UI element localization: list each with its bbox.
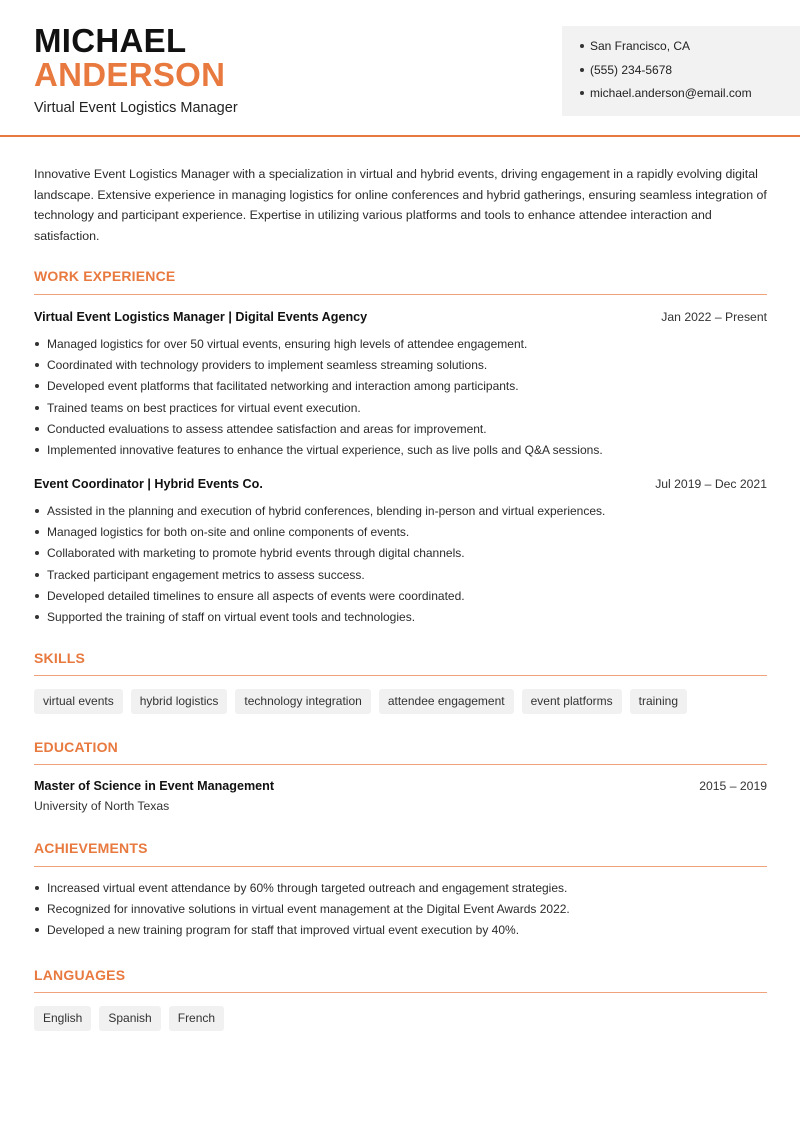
last-name: ANDERSON — [34, 56, 226, 93]
language-tags — [34, 1006, 224, 1031]
list-item: Collaborated with marketing to promote hybrid events through digital channels. — [34, 545, 774, 566]
list-item: Recognized for innovative solutions in virtual event management at the Digital Event Awards 2022. — [34, 901, 774, 922]
contact-email: michael.anderson@email.com — [580, 85, 800, 109]
language-tag: English — [34, 1006, 91, 1031]
section-title-achievements: ACHIEVEMENTS — [34, 840, 148, 856]
job-bullets — [34, 503, 774, 630]
job-title: Virtual Event Logistics Manager — [34, 100, 238, 116]
section-divider — [34, 992, 767, 993]
achievement-bullets — [34, 880, 774, 944]
list-item: Conducted evaluations to assess attendee satisfaction and areas for improvement. — [34, 421, 774, 442]
list-item: Managed logistics for both on-site and online components of events. — [34, 524, 774, 545]
job-dates: Jan 2022 – Present — [661, 310, 767, 324]
list-item: Increased virtual event attendance by 60% through targeted outreach and engagement strategies. — [34, 880, 774, 901]
skill-tag: hybrid logistics — [131, 689, 228, 714]
list-item: Supported the training of staff on virtual event tools and technologies. — [34, 609, 774, 630]
resume-header — [0, 0, 800, 137]
skill-tag: event platforms — [522, 689, 622, 714]
education-degree: Master of Science in Event Management — [34, 779, 275, 793]
contact-location: San Francisco, CA — [580, 38, 800, 62]
section-title-languages: LANGUAGES — [34, 967, 126, 983]
section-divider — [34, 866, 767, 867]
list-item: Trained teams on best practices for virtual event execution. — [34, 400, 774, 421]
skill-tag: attendee engagement — [379, 689, 514, 714]
list-item: Developed a new training program for staff that improved virtual event execution by 40%. — [34, 922, 774, 943]
section-title-skills: SKILLS — [34, 650, 85, 666]
list-item: Implemented innovative features to enhance the virtual experience, such as live polls and Q&A sessions. — [34, 442, 774, 463]
contact-phone: (555) 234-5678 — [580, 62, 800, 86]
section-divider — [34, 764, 767, 765]
list-item: Managed logistics for over 50 virtual events, ensuring high levels of attendee engagement. — [34, 336, 774, 357]
list-item: Developed event platforms that facilitated networking and interaction among participants. — [34, 378, 774, 399]
skill-tag: technology integration — [235, 689, 370, 714]
contact-list — [580, 38, 800, 109]
education-school: University of North Texas — [34, 799, 170, 813]
job-heading: Event Coordinator | Hybrid Events Co. — [34, 477, 263, 491]
contact-box — [562, 26, 800, 116]
section-title-education: EDUCATION — [34, 739, 118, 755]
job-dates: Jul 2019 – Dec 2021 — [655, 477, 767, 491]
skill-tag: virtual events — [34, 689, 123, 714]
first-name: MICHAEL — [34, 22, 187, 59]
job-heading: Virtual Event Logistics Manager | Digital Events Agency — [34, 310, 368, 324]
list-item: Tracked participant engagement metrics to assess success. — [34, 567, 774, 588]
language-tag: Spanish — [99, 1006, 160, 1031]
education-years: 2015 – 2019 — [699, 779, 767, 793]
section-divider — [34, 675, 767, 676]
section-title-work: WORK EXPERIENCE — [34, 268, 176, 284]
job-bullets — [34, 336, 774, 463]
professional-summary: Innovative Event Logistics Manager with a specialization in virtual and hybrid events, driving engagement in a rapidly evolving digital landscape. Extensive experience in managing logistics for online conferences and hybrid gatherings, ensuring seamless integration of technology and participant experience. Expertise in utilizing various platforms and tools to enhance attendee interaction and satisfaction. — [34, 167, 767, 243]
list-item: Developed detailed timelines to ensure all aspects of events were coordinated. — [34, 588, 774, 609]
list-item: Assisted in the planning and execution of hybrid conferences, blending in-person and virtual experiences. — [34, 503, 774, 524]
section-divider — [34, 294, 767, 295]
language-tag: French — [169, 1006, 224, 1031]
list-item: Coordinated with technology providers to implement seamless streaming solutions. — [34, 357, 774, 378]
skills-tags — [34, 689, 687, 714]
skill-tag: training — [630, 689, 687, 714]
